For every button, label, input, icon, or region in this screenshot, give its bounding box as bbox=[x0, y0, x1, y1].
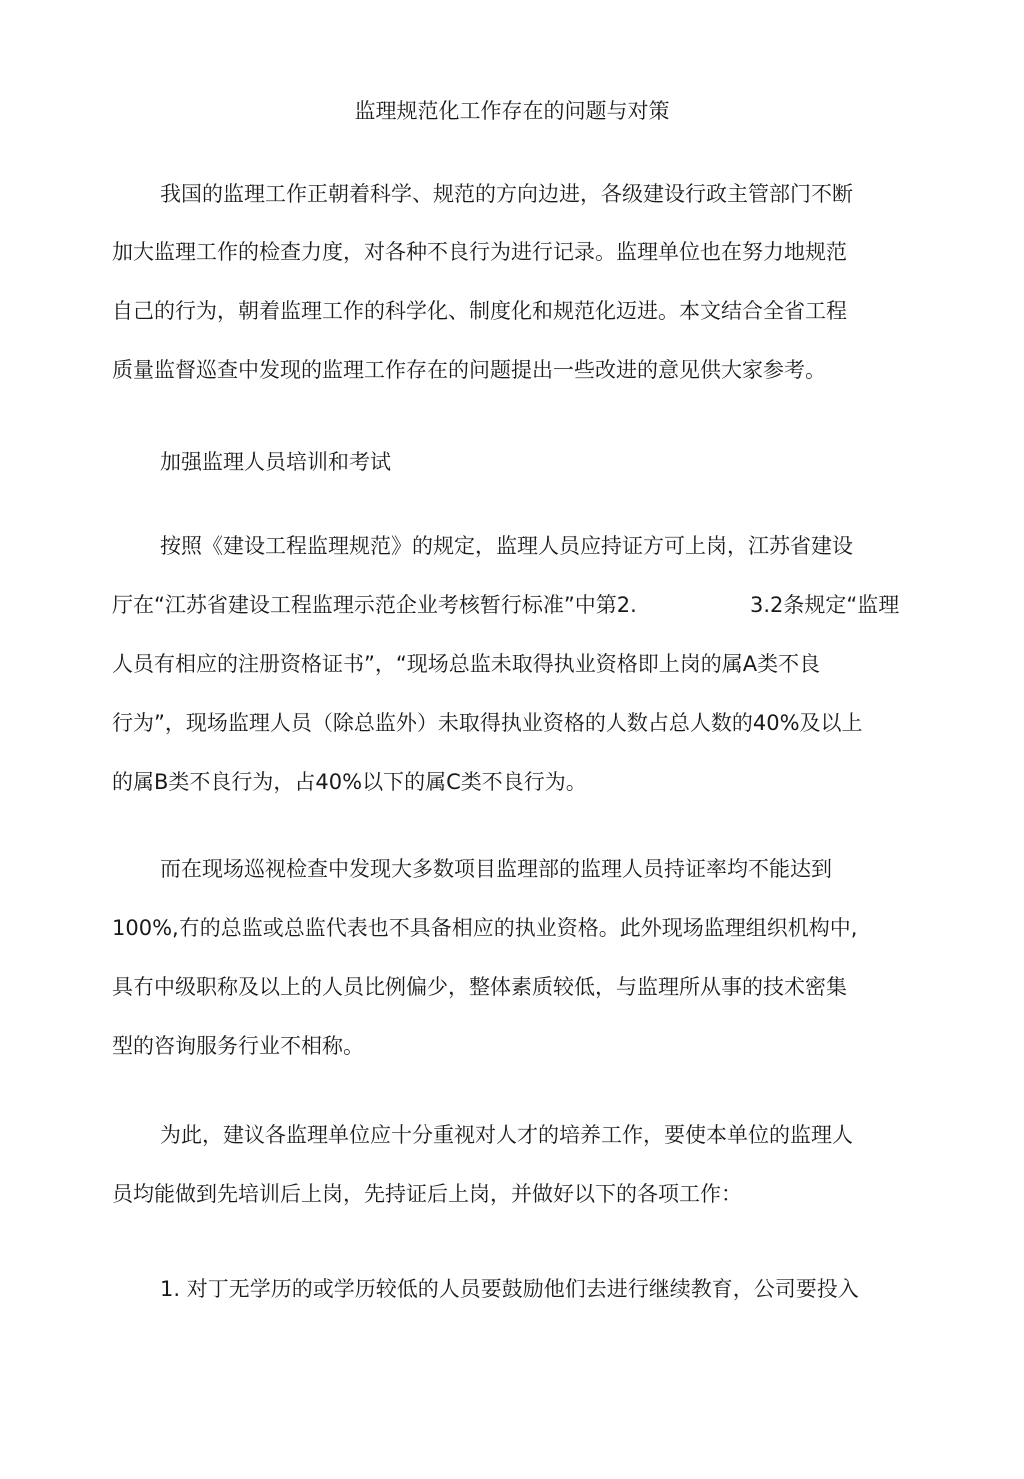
paragraph-line-part: 厅在“江苏省建设工程监理示范企业考核暂行标准”中第2. bbox=[112, 593, 637, 617]
document-title: 监理规范化工作存在的问题与对策 bbox=[354, 99, 670, 123]
paragraph-line: 质量监督巡查中发现的监理工作存在的问题提出一些改进的意见供大家参考。 bbox=[112, 358, 826, 382]
paragraph-line: 自己的行为，朝着监理工作的科学化、制度化和规范化迈进。本文结合全省工程 bbox=[112, 299, 847, 323]
paragraph-line: 人员有相应的注册资格证书”，“现场总监未取得执业资格即上岗的属A类不良 bbox=[112, 652, 821, 676]
paragraph-line: 100%,冇的总监或总监代表也不具备相应的执业资格。此外现场监理组织机构中, bbox=[112, 916, 858, 940]
paragraph-line: 按照《建设工程监理规范》的规定，监理人员应持证方可上岗，江苏省建设 bbox=[160, 534, 853, 558]
paragraph-line: 我国的监理工作正朝着科学、规范的方向边进，各级建设行政主管部门不断 bbox=[160, 182, 853, 206]
paragraph-line: 的属B类不良行为，占40%以下的属C类不良行为。 bbox=[112, 770, 587, 794]
paragraph-line-part: 3.2条规定“监理 bbox=[750, 593, 900, 617]
list-item: 1. 对丁无学历的或学历较低的人员要鼓励他们去进行继续教育，公司要投入 bbox=[160, 1277, 859, 1301]
paragraph-line: 型的咨询服务行业不相称。 bbox=[112, 1034, 364, 1058]
paragraph-line: 员均能做到先培训后上岗，先持证后上岗，并做好以下的各项工作： bbox=[112, 1182, 742, 1206]
section-heading: 加强监理人员培训和考试 bbox=[160, 450, 391, 474]
paragraph-line: 行为”，现场监理人员（除总监外）未取得执业资格的人数占总人数的40%及以上 bbox=[112, 711, 863, 735]
paragraph-line: 为此，建议各监理单位应十分重视对人才的培养工作，要使本单位的监理人 bbox=[160, 1123, 853, 1147]
paragraph-line: 而在现场巡视检查中发现大多数项目监理部的监理人员持证率均不能达到 bbox=[160, 857, 832, 881]
paragraph-line: 加大监理工作的检查力度，对各种不良行为进行记录。监理单位也在努力地规范 bbox=[112, 240, 847, 264]
paragraph-line: 具冇中级职称及以上的人员比例偏少，整体素质较低，与监理所从事的技术密集 bbox=[112, 975, 847, 999]
